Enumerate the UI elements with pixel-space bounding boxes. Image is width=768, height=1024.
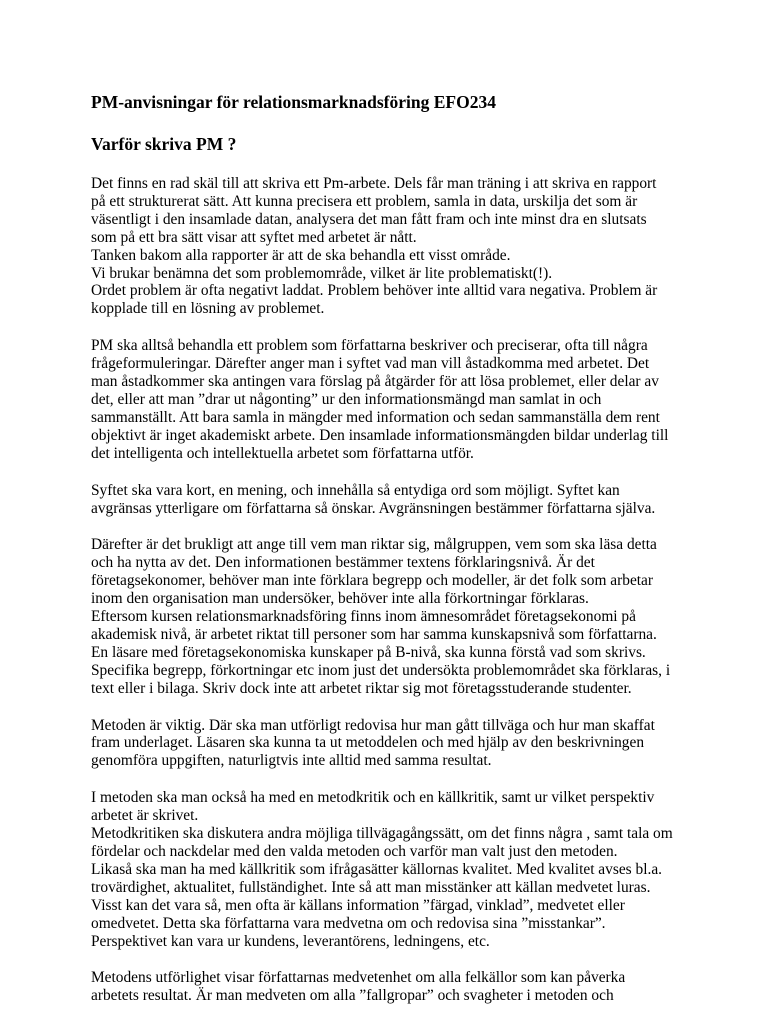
paragraph <box>91 482 691 518</box>
text-line: text eller i bilaga. Skriv dock inte att arbetet riktar sig mot företagsstuderande studenter. <box>91 679 632 697</box>
text-line: och ha nytta av det. Den informationen bestämmer textens förklaringsnivå. Är det <box>91 554 595 572</box>
text-line: avgränsas ytterligare om författarna så önskar. Avgränsningen bestämmer författarna själva. <box>91 499 656 517</box>
text-line: arbetet är skrivet. <box>91 807 199 825</box>
paragraph <box>91 536 691 697</box>
paragraph <box>91 969 691 1005</box>
paragraph <box>91 789 691 950</box>
text-line: väsentligt i den insamlade datan, analysera det man fått fram och inte minst dra en slutsats <box>91 210 647 228</box>
text-line: Metoden är viktig. Där ska man utförligt redovisa hur man gått tillväga och hur man skaffat <box>91 716 655 734</box>
text-line: man åstadkommer ska antingen vara förslag på åtgärder för att lösa problemet, eller delar av <box>91 373 659 391</box>
text-line: Metodkritiken ska diskutera andra möjliga tillvägagångssätt, om det finns några , samt tala om <box>91 825 673 843</box>
text-line: Likaså ska man ha med källkritik som ifrågasätter källornas kvalitet. Med kvalitet avses bl.a. <box>91 860 662 878</box>
text-line: Eftersom kursen relationsmarknadsföring finns inom ämnesområdet företagsekonomi på <box>91 608 636 626</box>
text-line: fram underlaget. Läsaren ska kunna ta ut metoddelen och med hjälp av den beskrivningen <box>91 734 645 752</box>
text-line: Vi brukar benämna det som problemområde, vilket är lite problematiskt(!). <box>91 264 553 282</box>
text-line: som på ett bra sätt visar att syftet med arbetet är nått. <box>91 228 417 246</box>
paragraph <box>91 175 691 318</box>
text-line: Perspektivet kan vara ur kundens, leverantörens, ledningens, etc. <box>91 932 490 950</box>
text-line: Det finns en rad skäl till att skriva ett Pm-arbete. Dels får man träning i att skriva en rapport <box>91 175 657 192</box>
text-line: PM ska alltså behandla ett problem som författarna beskriver och preciserar, ofta till några <box>91 337 648 355</box>
text-line: inom den organisation man undersöker, behöver inte alla förkortningar förklaras. <box>91 590 589 608</box>
text-line: frågeformuleringar. Därefter anger man i syftet vad man vill åstadkomma med arbetet. Det <box>91 355 650 373</box>
text-line: trovärdighet, aktualitet, fullständighet. Inte så att man misstänker att källan medvetet luras. <box>91 878 651 896</box>
document-page <box>91 91 691 1024</box>
text-line: fördelar och nackdelar med den valda metoden och varför man valt just den metoden. <box>91 843 618 860</box>
text-line: Metodens utförlighet visar författarnas medvetenhet om alla felkällor som kan påverka <box>91 969 626 987</box>
text-line: En läsare med företagsekonomiska kunskaper på B-nivå, ska kunna förstå vad som skrivs. <box>91 643 646 661</box>
paragraph <box>91 337 691 462</box>
text-line: Syftet ska vara kort, en mening, och innehålla så entydiga ord som möjligt. Syftet kan <box>91 481 620 499</box>
text-line: det, eller att man ”drar ut någonting” ur den informationsmängd man samlat in och <box>91 390 602 408</box>
paragraph <box>91 717 691 771</box>
text-line: Specifika begrepp, förkortningar etc inom just det undersökta problemområdet ska förklaras, i <box>91 661 671 679</box>
text-line: genomföra uppgiften, naturligtvis inte alltid med samma resultat. <box>91 752 492 770</box>
section-heading: Varför skriva PM ? <box>91 134 237 154</box>
text-line: kopplade till en lösning av problemet. <box>91 300 325 318</box>
text-line: Därefter är det brukligt att ange till vem man riktar sig, målgruppen, vem som ska läsa detta <box>91 536 657 554</box>
text-line: Visst kan det vara så, men ofta är källans information ”färgad, vinklad”, medvetet eller <box>91 896 625 914</box>
text-line: arbetets resultat. Är man medveten om alla ”fallgropar” och svagheter i metoden och <box>91 987 614 1005</box>
text-line: Tanken bakom alla rapporter är att de ska behandla ett visst område. <box>91 246 511 264</box>
text-line: objektivt är inget akademiskt arbete. Den insamlade informationsmängden bildar underlag till <box>91 426 669 444</box>
text-line: företagsekonomer, behöver man inte förklara begrepp och modeller, är det folk som arbetar <box>91 572 654 590</box>
text-line: I metoden ska man också ha med en metodkritik och en källkritik, samt ur vilket perspektiv <box>91 789 655 807</box>
text-line: akademisk nivå, är arbetet riktat till personer som har samma kunskapsnivå som författarna. <box>91 625 657 643</box>
document-title: PM-anvisningar för relationsmarknadsföring EFO234 <box>91 92 496 112</box>
text-line: sammanställt. Att bara samla in mängder med information och sedan sammanställa dem rent <box>91 408 660 426</box>
document-body <box>91 175 691 1005</box>
text-line: Ordet problem är ofta negativt laddat. Problem behöver inte alltid vara negativa. Problem är <box>91 282 658 300</box>
text-line: på ett strukturerat sätt. Att kunna precisera ett problem, samla in data, urskilja det som är <box>91 192 638 210</box>
text-line: det intelligenta och intellektuella arbetet som författarna utför. <box>91 444 474 462</box>
text-line: omedvetet. Detta ska författarna vara medvetna om och redovisa sina ”misstankar”. <box>91 914 606 932</box>
